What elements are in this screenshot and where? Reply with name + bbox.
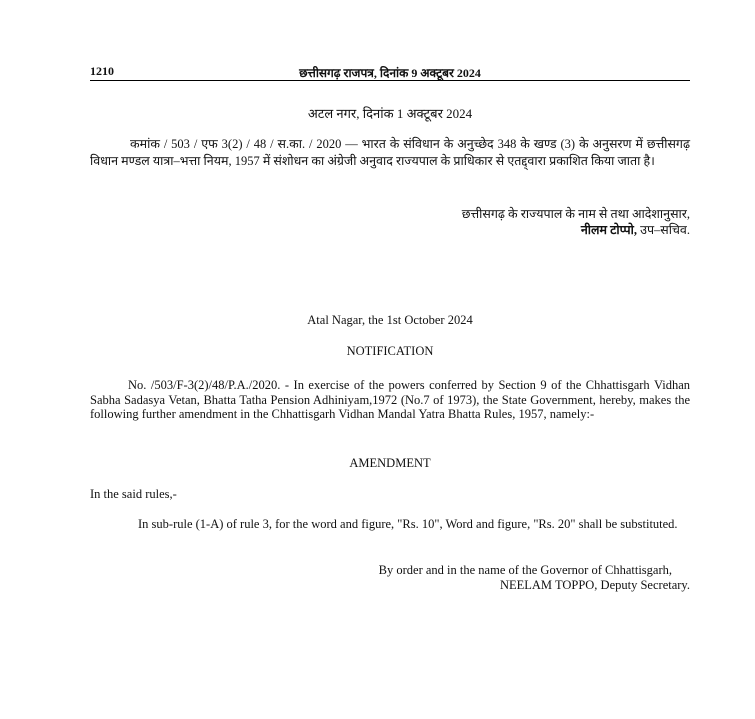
hindi-paragraph: कमांक / 503 / एफ 3(2) / 48 / स.का. / 2020 — भारत के संविधान के अनुच्छेद 348 के खण्ड (3) के अनुसरण में छत्तीसगढ़ विधान मण्डल यात्रा–भत्ता नियम, 1957 में संशोधन का अंग्रेजी अनुवाद राज्यपाल के प्राधिकार से एतद्द्वारा प्रकाशित किया जाता है।	[90, 137, 690, 168]
amendment-heading: AMENDMENT	[349, 456, 431, 470]
signatory-line: NEELAM TOPPO, Deputy Secretary.	[499, 578, 690, 592]
running-title: छत्तीसगढ़ राजपत्र, दिनांक 9 अक्टूबर 2024	[299, 66, 481, 80]
page-number: 1210	[90, 64, 114, 78]
order-line: By order and in the name of the Governor of Chhattisgarh,	[378, 563, 672, 577]
notification-heading: NOTIFICATION	[346, 344, 434, 358]
hindi-signature-line: छत्तीसगढ़ के राज्यपाल के नाम से तथा आदेशानुसार,	[461, 207, 690, 221]
hindi-signature-block	[390, 221, 690, 238]
hindi-signatory-designation: उप–सचिव.	[636, 223, 690, 237]
notification-paragraph: No. /503/F-3(2)/48/P.A./2020. - In exercise of the powers conferred by Section 9 of the Chhattisgarh Vidhan Sabha Sadasya Vetan, Bhatta Tatha Pension Adhiniyam,1972 (No.7 of 1973), the State Government, hereby, makes the following further amendment in the Chhattisgarh Vidhan Mandal Yatra Bhatta Rules, 1957, namely:-	[90, 378, 690, 421]
sub-rule-paragraph: In sub-rule (1-A) of rule 3, for the word and figure, "Rs. 10", Word and figure, "Rs. 20" shall be substituted.	[138, 517, 678, 531]
said-rules-line: In the said rules,-	[90, 487, 177, 501]
page-header	[90, 62, 690, 81]
english-date-line: Atal Nagar, the 1st October 2024	[307, 313, 473, 327]
hindi-signatory-name: नीलम टोप्पो,	[580, 223, 637, 237]
hindi-date-line: अटल नगर, दिनांक 1 अक्टूबर 2024	[307, 106, 473, 121]
